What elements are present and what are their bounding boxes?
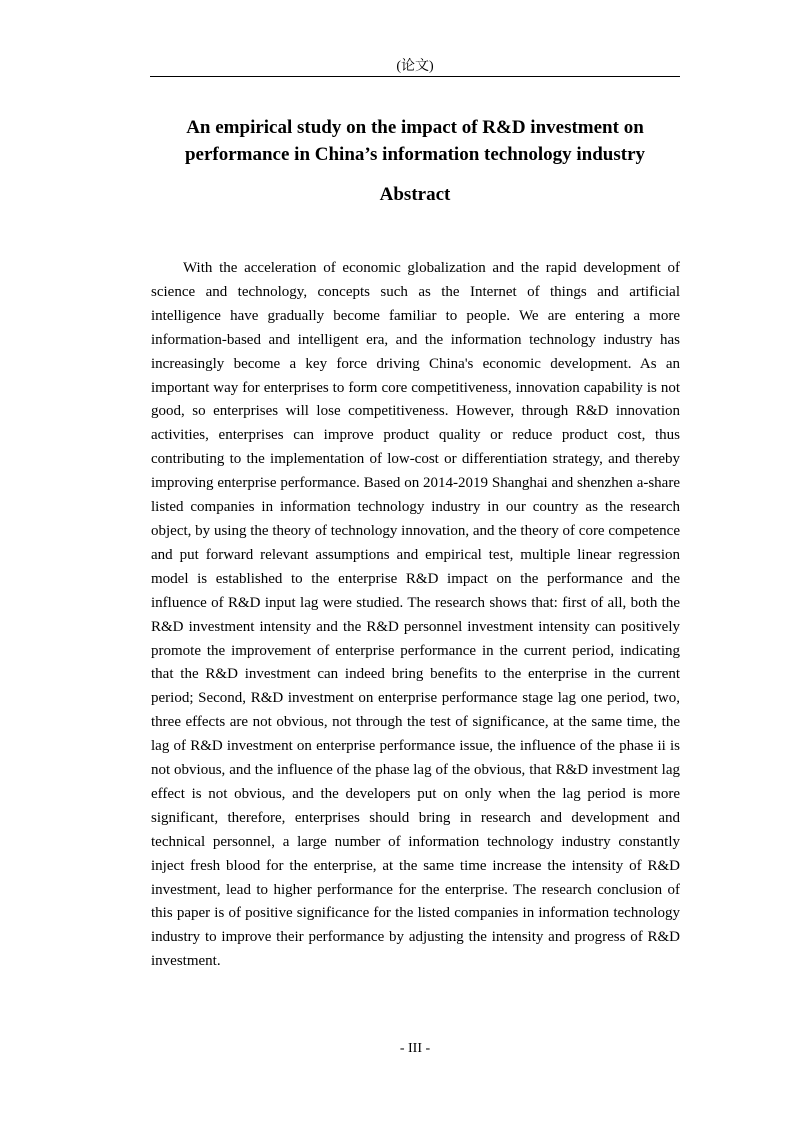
paper-title-line-2: performance in China’s information technology industry <box>184 144 646 165</box>
running-header: (论文) <box>396 59 434 74</box>
paper-title-line-1: An empirical study on the impact of R&D investment on <box>186 117 644 138</box>
header-rule <box>150 76 680 77</box>
page-number: - III - <box>399 1041 431 1056</box>
abstract-heading: Abstract <box>379 184 451 205</box>
paper-title <box>150 114 680 168</box>
abstract-body: With the acceleration of economic globalization and the rapid development of science and technology, concepts such as the Internet of things and artificial intelligence have gradually become familiar to people. We are entering a more information-based and intelligent era, and the information technology industry has increasingly become a key force driving China's economic development. As an important way for enterprises to form core competitiveness, innovation capability is not good, so enterprises will lose competitiveness. However, through R&D innovation activities, enterprises can improve product quality or reduce product cost, thus contributing to the implementation of low-cost or differentiation strategy, and thereby improving enterprise performance. Based on 2014-2019 Shanghai and shenzhen a-share listed companies in information technology industry in our country as the research object, by using the theory of technology innovation, and the theory of core competence and put forward relevant assumptions and empirical test, multiple linear regression model is established to the enterprise R&D impact on the performance and the influence of R&D input lag were studied. The research shows that: first of all, both the R&D investment intensity and the R&D personnel investment intensity can positively promote the improvement of enterprise performance in the current period, indicating that the R&D investment can indeed bring benefits to the enterprise in the current period; Second, R&D investment on enterprise performance stage lag one period, two, three effects are not obvious, not through the test of significance, at the same time, the lag of R&D investment on enterprise performance issue, the influence of the phase ii is not obvious, and the influence of the phase lag of the obvious, that R&D investment lag effect is not obvious, and the developers put on only when the lag period is more significant, therefore, enterprises should bring in research and development and technical personnel, a large number of information technology industry constantly inject fresh blood for the enterprise, at the same time increase the intensity of R&D investment, lead to higher performance for the enterprise. The research conclusion of this paper is of positive significance for the listed companies in information technology industry to improve their performance by adjusting the intensity and progress of R&D investment. <box>151 260 680 970</box>
